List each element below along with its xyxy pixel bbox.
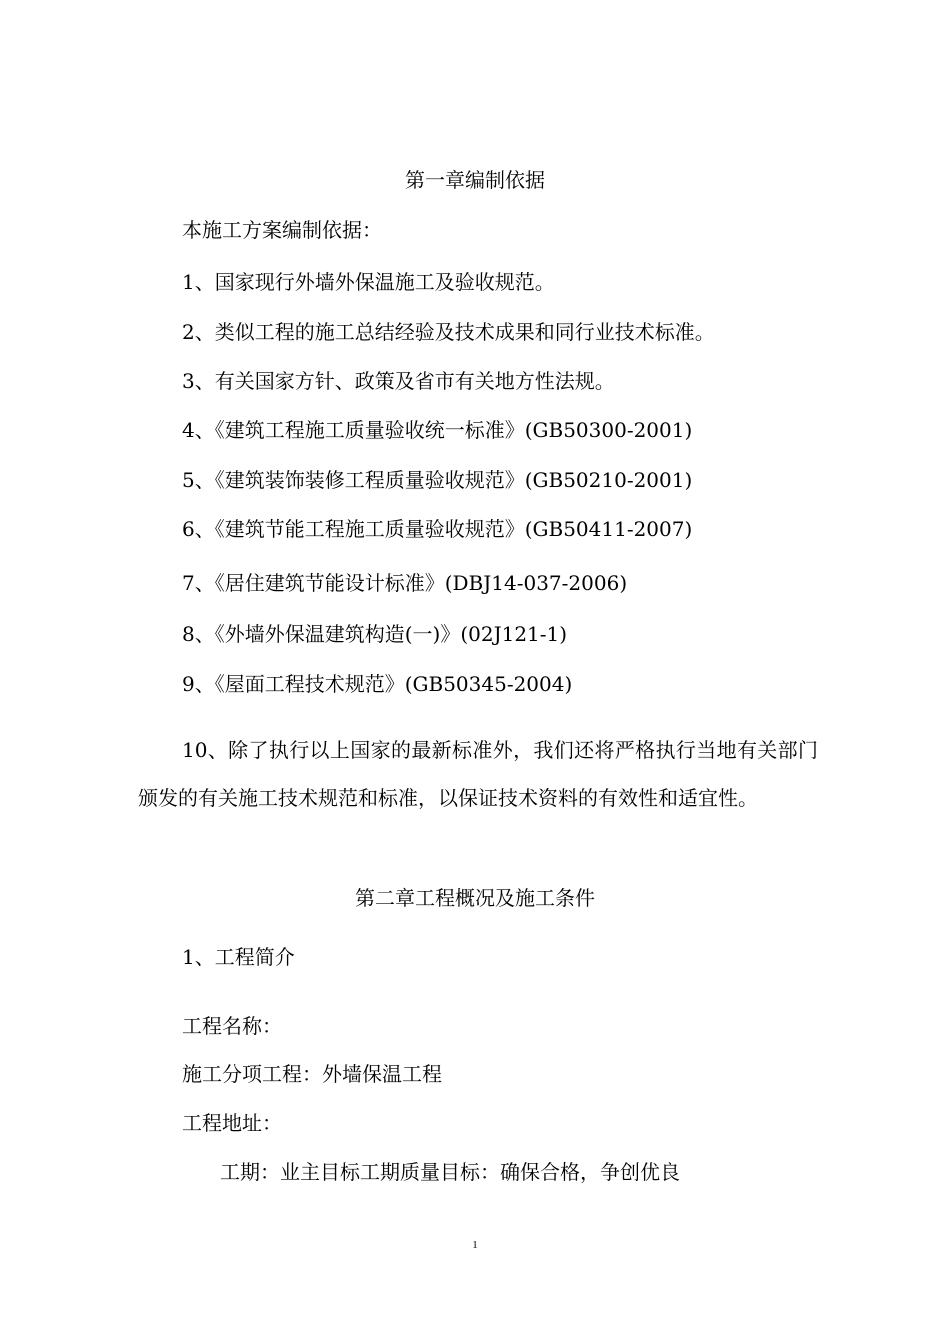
basis-item-2: 2、类似工程的施工总结经验及技术成果和同行业技术标准。 (182, 320, 715, 344)
project-name: 工程名称： (182, 1014, 282, 1038)
basis-item-4: 4、《建筑工程施工质量验收统一标准》(GB50300-2001) (182, 418, 693, 442)
sub-project: 施工分项工程：外墙保温工程 (182, 1062, 442, 1086)
page-number: 1 (472, 1239, 478, 1251)
basis-item-7: 7、《居住建筑节能设计标准》(DBJ14-037-2006) (182, 571, 628, 595)
project-address: 工程地址： (182, 1111, 282, 1135)
chapter1-intro: 本施工方案编制依据： (182, 218, 382, 242)
project-schedule: 工期：业主目标工期质量目标：确保合格，争创优良 (220, 1160, 680, 1184)
chapter2-title: 第二章工程概况及施工条件 (355, 886, 595, 910)
chapter1-title: 第一章编制依据 (405, 168, 545, 192)
section-project-intro: 1、工程简介 (182, 945, 295, 969)
basis-item-1: 1、国家现行外墙外保温施工及验收规范。 (182, 270, 555, 294)
basis-item-5: 5、《建筑装饰装修工程质量验收规范》(GB50210-2001) (182, 468, 693, 492)
basis-item-6: 6、《建筑节能工程施工质量验收规范》(GB50411-2007) (182, 517, 693, 541)
basis-item-8: 8、《外墙外保温建筑构造(一)》(02J121-1) (182, 622, 568, 646)
basis-item-10: 10、除了执行以上国家的最新标准外，我们还将严格执行当地有关部门颁发的有关施工技术规范和标准，以保证技术资料的有效性和适宜性。 (138, 738, 818, 810)
basis-item-3: 3、有关国家方针、政策及省市有关地方性法规。 (182, 369, 615, 393)
basis-item-9: 9、《屋面工程技术规范》(GB50345-2004) (182, 672, 573, 696)
